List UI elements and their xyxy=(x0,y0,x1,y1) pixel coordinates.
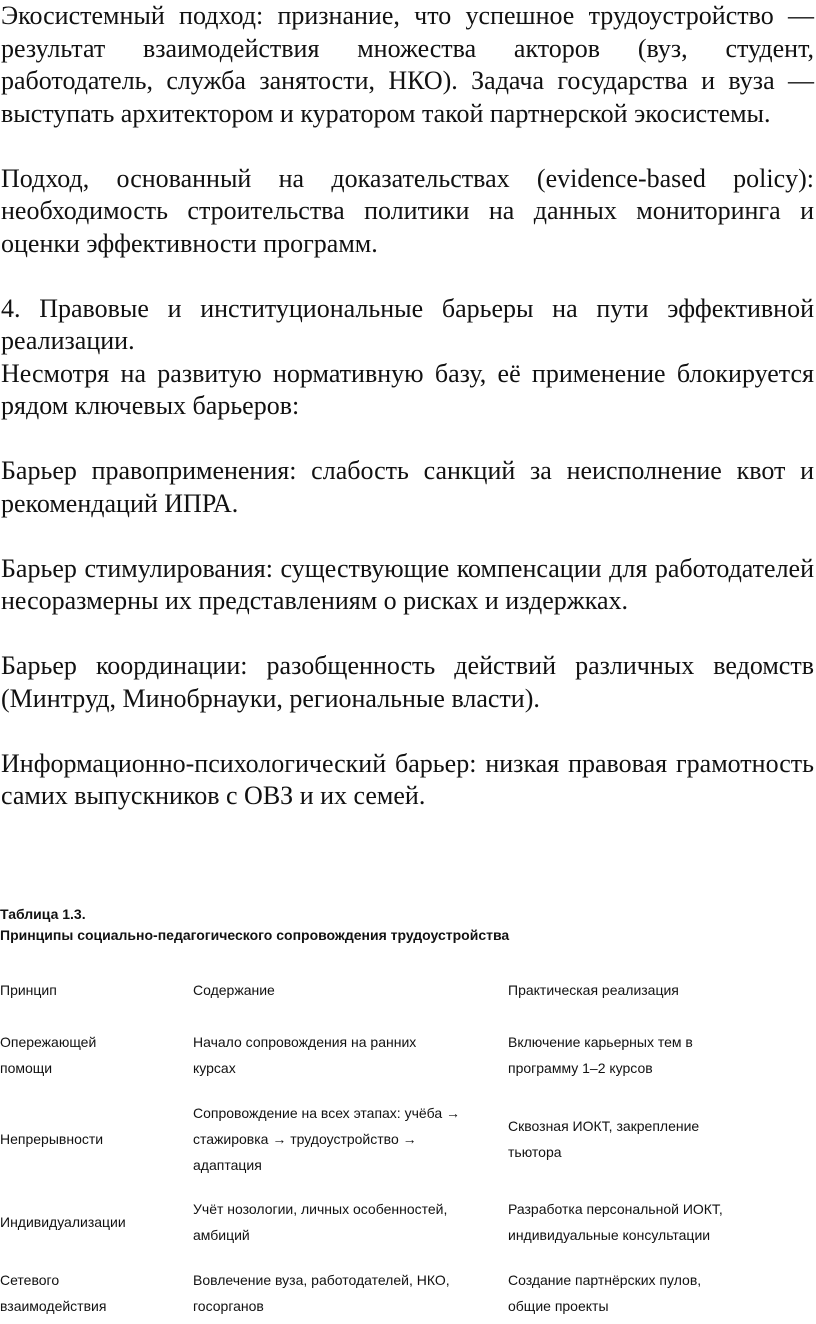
cell-practice: Сквозная ИОКТ, закрепление тьютора xyxy=(508,1117,700,1160)
table-row xyxy=(0,1095,816,1182)
table-row xyxy=(0,1182,816,1262)
cell-practice: Создание партнёрских пулов, общие проекты xyxy=(508,1272,702,1314)
cell-practice: Разработка персональной ИОКТ, индивидуальные консультации xyxy=(508,1201,723,1243)
table-label: Таблица 1.3. xyxy=(0,906,86,922)
header-content: Содержание xyxy=(193,982,275,998)
cell-principle: Сетевого взаимодействия xyxy=(0,1272,107,1314)
cell-content: Учёт нозологии, личных особенностей, амбиций xyxy=(193,1201,448,1243)
table-title: Принципы социально-педагогического сопровождения трудоустройства xyxy=(0,927,510,943)
cell-content: Начало сопровождения на ранних курсах xyxy=(193,1034,417,1076)
paragraph-information-barrier: Информационно-психологический барьер: низкая правовая грамотность самих выпускников с ОВЗ и их семей. xyxy=(1,748,814,810)
table-row xyxy=(0,1015,816,1095)
section-heading-barriers: 4. Правовые и институциональные барьеры на пути эффективной реализации. xyxy=(1,293,814,355)
header-principle: Принцип xyxy=(0,982,57,998)
cell-practice: Включение карьерных тем в программу 1–2 курсов xyxy=(508,1034,693,1076)
paragraph-ecosystem-approach: Экосистемный подход: признание, что успешное трудоустройство — результат взаимодействия множества акторов (вуз, студент, работодатель, служба занятости, НКО). Задача государства и вуза — выступать архитектором и куратором такой партнерской экосистемы. xyxy=(1,1,814,128)
table-caption xyxy=(0,904,509,946)
cell-principle: Опережающей помощи xyxy=(0,1034,97,1076)
paragraph-coordination-barrier: Барьер координации: разобщенность действий различных ведомств (Минтруд, Минобрнауки, региональные власти). xyxy=(1,651,814,713)
paragraph-enforcement-barrier: Барьер правоприменения: слабость санкций за неисполнение квот и рекомендаций ИПРА. xyxy=(1,456,814,518)
cell-principle: Индивидуализации xyxy=(0,1214,126,1230)
table-row xyxy=(0,1262,816,1324)
cell-principle: Непрерывности xyxy=(0,1130,104,1147)
cell-content: Сопровождение на всех этапах: учёба → стажировка → трудоустройство → адаптация xyxy=(193,1104,461,1173)
header-practice: Практическая реализация xyxy=(508,982,679,998)
principles-table xyxy=(0,965,816,1324)
cell-content: Вовлечение вуза, работодателей, НКО, госорганов xyxy=(193,1272,450,1314)
paragraph-evidence-based: Подход, основанный на доказательствах (evidence-based policy): необходимость строительства политики на данных мониторинга и оценки эффективности программ. xyxy=(1,163,814,258)
paragraph-barriers-intro: Несмотря на развитую нормативную базу, её применение блокируется рядом ключевых барьеров: xyxy=(1,358,814,420)
paragraph-incentive-barrier: Барьер стимулирования: существующие компенсации для работодателей несоразмерны их представлениям о рисках и издержках. xyxy=(1,553,814,615)
table-header-row xyxy=(0,965,816,1015)
